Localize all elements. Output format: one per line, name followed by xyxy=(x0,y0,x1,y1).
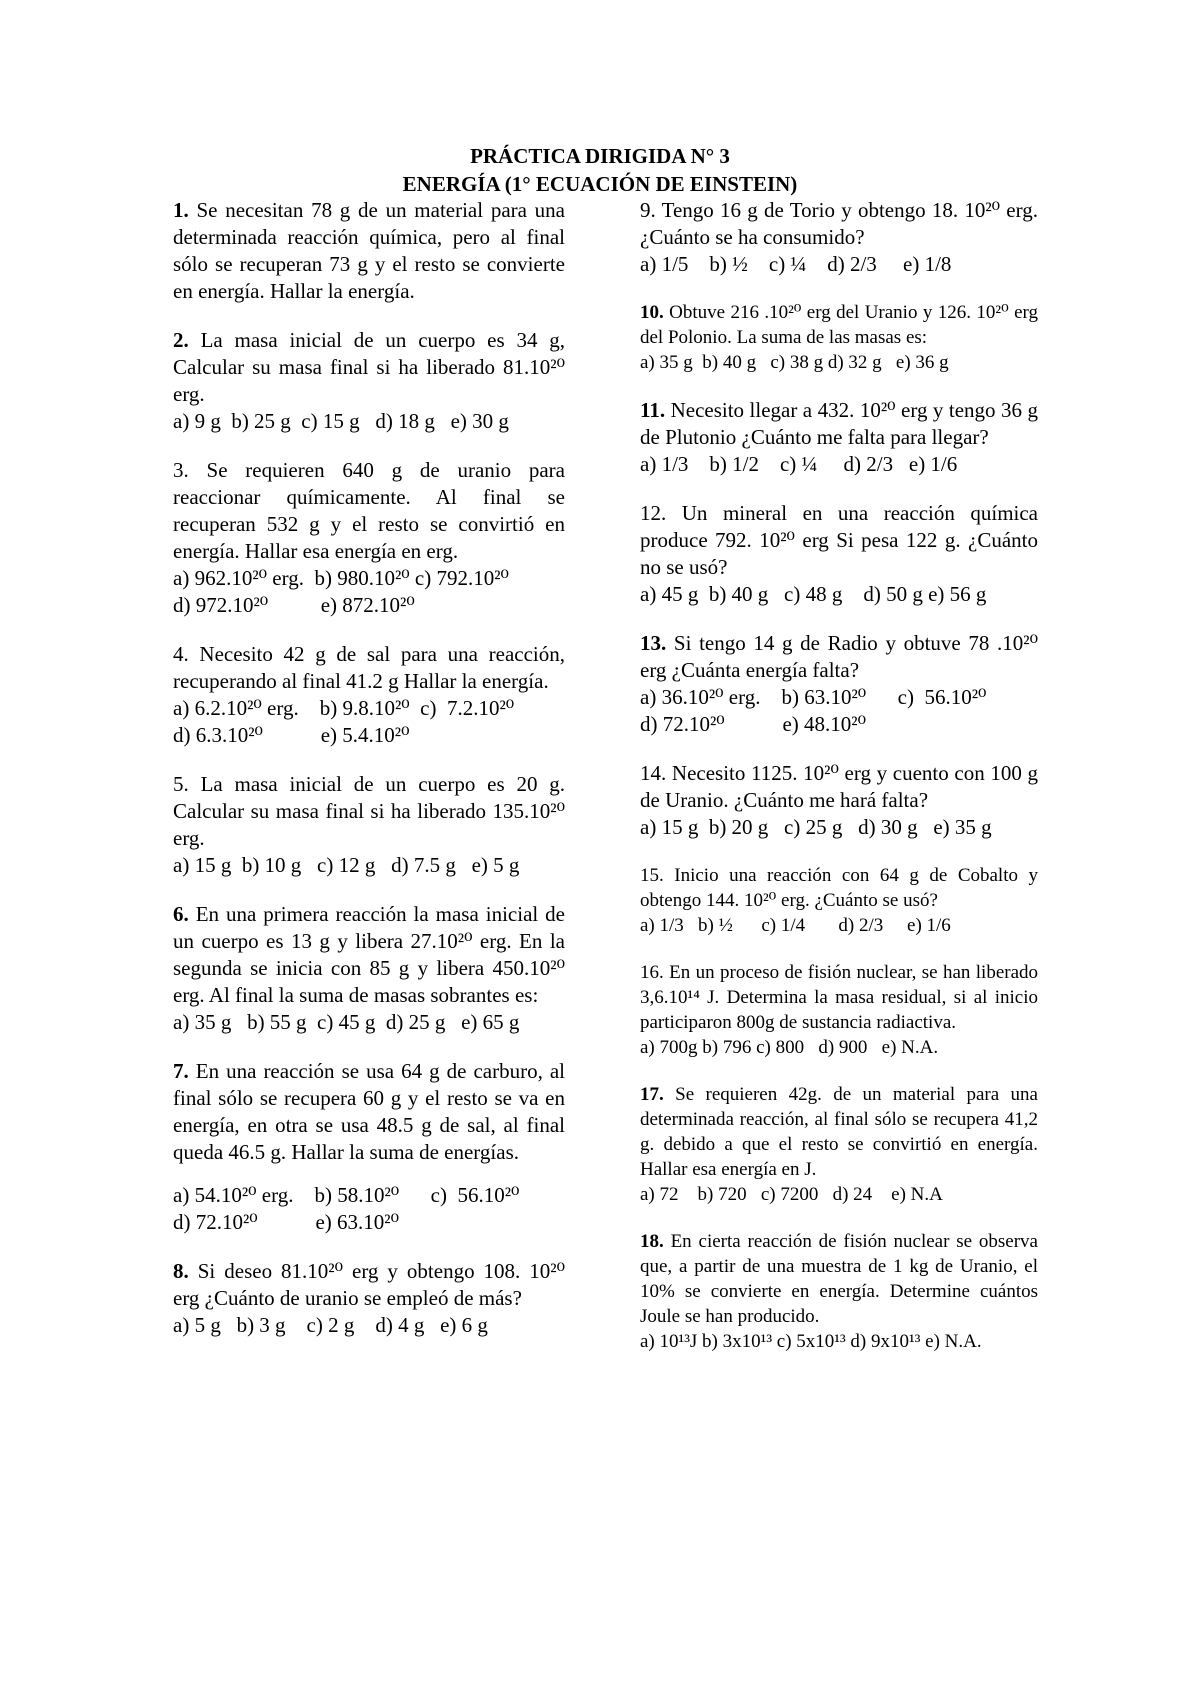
problem-text: En un proceso de fisión nuclear, se han liberado 3,6.10¹⁴ J. Determina la masa residual, si al inicio participaron 800g de sustancia radiactiva. xyxy=(640,962,1039,1033)
answer-options: a) 35 g b) 55 g c) 45 g d) 25 g e) 65 g xyxy=(173,1010,520,1034)
problem-text: En una primera reacción la masa inicial de un cuerpo es 13 g y libera 27.10²⁰ erg. En la segunda se inicia con 85 g y libera 450.10²⁰ erg. Al final la suma de masas sobrantes es: xyxy=(173,902,565,1007)
problem-text: Tengo 16 g de Torio y obtengo 18. 10²⁰ erg. ¿Cuánto se ha consumido? xyxy=(640,198,1038,249)
problem-13 xyxy=(640,630,1038,738)
answer-options: a) 1/3 b) ½ c) 1/4 d) 2/3 e) 1/6 xyxy=(640,915,951,936)
answer-options: a) 15 g b) 10 g c) 12 g d) 7.5 g e) 5 g xyxy=(173,853,520,877)
answer-options: a) 9 g b) 25 g c) 15 g d) 18 g e) 30 g xyxy=(173,409,509,433)
answer-options: a) 5 g b) 3 g c) 2 g d) 4 g e) 6 g xyxy=(173,1313,488,1337)
answer-options: a) 36.10²⁰ erg. b) 63.10²⁰ c) 56.10²⁰ xyxy=(640,685,987,709)
problem-number: 6. xyxy=(173,902,189,926)
answer-options: a) 1/3 b) 1/2 c) ¼ d) 2/3 e) 1/6 xyxy=(640,452,958,476)
answer-options: a) 72 b) 720 c) 7200 d) 24 e) N.A xyxy=(640,1184,943,1205)
problem-3 xyxy=(173,457,565,619)
problem-number: 10. xyxy=(640,302,664,323)
answer-options: d) 72.10²⁰ e) 48.10²⁰ xyxy=(640,712,866,736)
problem-12 xyxy=(640,500,1038,608)
answer-options: a) 1/5 b) ½ c) ¼ d) 2/3 e) 1/8 xyxy=(640,252,952,276)
worksheet-header xyxy=(160,142,1040,198)
right-column xyxy=(640,197,1038,1376)
problem-8 xyxy=(173,1258,565,1339)
problem-number: 9. xyxy=(640,198,656,222)
problem-4 xyxy=(173,641,565,749)
worksheet-subtitle: ENERGÍA (1° ECUACIÓN DE EINSTEIN) xyxy=(402,172,798,196)
answer-options: a) 700g b) 796 c) 800 d) 900 e) N.A. xyxy=(640,1037,939,1058)
answer-options: a) 15 g b) 20 g c) 25 g d) 30 g e) 35 g xyxy=(640,815,992,839)
problem-number: 14. xyxy=(640,761,667,785)
problem-text: Necesito llegar a 432. 10²⁰ erg y tengo 36 g de Plutonio ¿Cuánto me falta para llegar? xyxy=(640,398,1039,449)
problem-9 xyxy=(640,197,1038,278)
problem-text: Se requieren 42g. de un material para una determinada reacción, al final sólo se recupera 41,2 g. debido a que el resto se convirtió en energía. Hallar esa energía en J. xyxy=(640,1084,1038,1180)
answer-options: a) 10¹³J b) 3x10¹³ c) 5x10¹³ d) 9x10¹³ e) N.A. xyxy=(640,1331,982,1352)
problem-7 xyxy=(173,1058,565,1236)
answer-options: d) 6.3.10²⁰ e) 5.4.10²⁰ xyxy=(173,723,410,747)
problem-text: Necesito 1125. 10²⁰ erg y cuento con 100 g de Uranio. ¿Cuánto me hará falta? xyxy=(640,761,1039,812)
problem-number: 1. xyxy=(173,198,189,222)
problem-2 xyxy=(173,327,565,435)
problem-text: Inicio una reacción con 64 g de Cobalto y obtengo 144. 10²⁰ erg. ¿Cuánto se usó? xyxy=(640,865,1038,911)
problem-text: Un mineral en una reacción química produce 792. 10²⁰ erg Si pesa 122 g. ¿Cuánto no se usó? xyxy=(640,501,1039,579)
worksheet-title: PRÁCTICA DIRIGIDA N° 3 xyxy=(470,144,730,168)
problem-text: Si deseo 81.10²⁰ erg y obtengo 108. 10²⁰ erg ¿Cuánto de uranio se empleó de más? xyxy=(173,1259,566,1310)
problem-text: La masa inicial de un cuerpo es 20 g. Calcular su masa final si ha liberado 135.10²⁰ erg. xyxy=(173,772,565,850)
answer-options: d) 972.10²⁰ e) 872.10²⁰ xyxy=(173,593,415,617)
problem-16 xyxy=(640,960,1038,1060)
problem-number: 3. xyxy=(173,458,189,482)
problem-text: Obtuve 216 .10²⁰ erg del Uranio y 126. 10²⁰ erg del Polonio. La suma de las masas es: xyxy=(640,302,1038,348)
answer-options: a) 6.2.10²⁰ erg. b) 9.8.10²⁰ c) 7.2.10²⁰ xyxy=(173,696,515,720)
problem-number: 7. xyxy=(173,1059,189,1083)
problem-number: 11. xyxy=(640,398,666,422)
problem-number: 15. xyxy=(640,865,664,886)
problem-number: 4. xyxy=(173,642,189,666)
problem-17 xyxy=(640,1082,1038,1207)
problem-11 xyxy=(640,397,1038,478)
answer-options: a) 45 g b) 40 g c) 48 g d) 50 g e) 56 g xyxy=(640,582,987,606)
problem-number: 16. xyxy=(640,962,664,983)
problem-number: 18. xyxy=(640,1231,664,1252)
problem-10 xyxy=(640,300,1038,375)
answer-options: a) 35 g b) 40 g c) 38 g d) 32 g e) 36 g xyxy=(640,352,949,373)
problem-text: Necesito 42 g de sal para una reacción, recuperando al final 41.2 g Hallar la energía. xyxy=(173,642,566,693)
problem-number: 8. xyxy=(173,1259,189,1283)
problem-text: Se necesitan 78 g de un material para una determinada reacción química, pero al final sólo se recuperan 73 g y el resto se convierte en energía. Hallar la energía. xyxy=(173,198,565,303)
problem-5 xyxy=(173,771,565,879)
answer-options: a) 54.10²⁰ erg. b) 58.10²⁰ c) 56.10²⁰ xyxy=(173,1183,520,1207)
answer-options: d) 72.10²⁰ e) 63.10²⁰ xyxy=(173,1210,399,1234)
left-column xyxy=(173,197,565,1361)
problem-text: Si tengo 14 g de Radio y obtuve 78 .10²⁰ erg ¿Cuánta energía falta? xyxy=(640,631,1038,682)
problem-number: 5. xyxy=(173,772,189,796)
problem-number: 12. xyxy=(640,501,667,525)
answer-options: a) 962.10²⁰ erg. b) 980.10²⁰ c) 792.10²⁰ xyxy=(173,566,509,590)
problem-number: 2. xyxy=(173,328,189,352)
problem-number: 13. xyxy=(640,631,667,655)
problem-1 xyxy=(173,197,565,305)
problem-15 xyxy=(640,863,1038,938)
problem-18 xyxy=(640,1229,1038,1354)
problem-text: Se requieren 640 g de uranio para reaccionar químicamente. Al final se recuperan 532 g y el resto se convirtió en energía. Hallar esa energía en erg. xyxy=(173,458,565,563)
problem-14 xyxy=(640,760,1038,841)
problem-6 xyxy=(173,901,565,1036)
problem-text: En una reacción se usa 64 g de carburo, al final sólo se recupera 60 g y el resto se va en energía, en otra se usa 48.5 g de sal, al final queda 46.5 g. Hallar la suma de energías. xyxy=(173,1059,565,1164)
problem-text: En cierta reacción de fisión nuclear se observa que, a partir de una muestra de 1 kg de Uranio, el 10% se convierte en energía. Determine cuántos Joule se han producido. xyxy=(640,1231,1038,1327)
problem-text: La masa inicial de un cuerpo es 34 g, Calcular su masa final si ha liberado 81.10²⁰ erg. xyxy=(173,328,565,406)
problem-number: 17. xyxy=(640,1084,664,1105)
